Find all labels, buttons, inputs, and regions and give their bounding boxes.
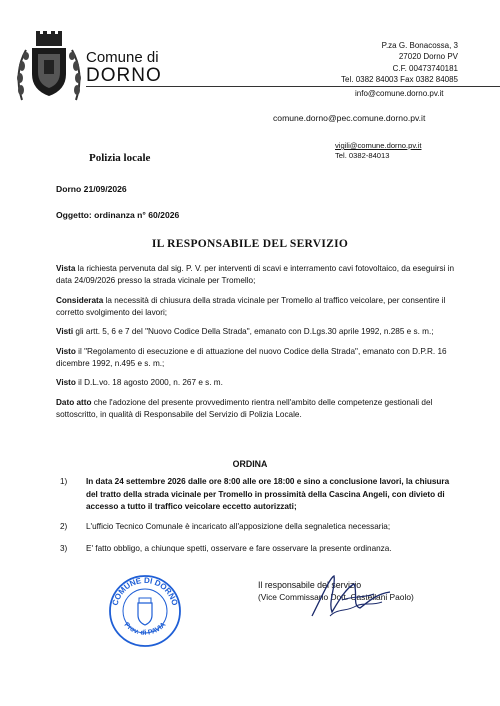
document-heading: IL RESPONSABILE DEL SERVIZIO — [151, 238, 349, 250]
signature-title: Il responsabile del servizio — [258, 580, 362, 590]
preamble-paragraph — [56, 263, 460, 288]
svg-text:COMUNE DI DORNO — [111, 576, 180, 607]
preamble-paragraph — [56, 377, 460, 389]
svg-text:Prov. di PAVIA — [123, 621, 168, 636]
municipal-crest-logo — [14, 30, 84, 102]
preamble-lead: Considerata — [56, 296, 104, 305]
address-line: C.F. 00473740181 — [392, 63, 458, 73]
address-line: P.za G. Bonacossa, 3 — [381, 41, 458, 50]
municipal-stamp — [105, 569, 185, 649]
preamble-paragraph — [56, 346, 460, 371]
order-text: E' fatto obbligo, a chiunque spetti, osservare e fare osservare la presente ordinanza. — [86, 544, 392, 553]
vigili-phone: Tel. 0382-84013 — [335, 150, 390, 160]
order-number: 2) — [60, 522, 68, 531]
preamble-text: la richiesta pervenuta dal sig. P. V. per interventi di scavi e interramento cavi fotovoltaico, da eseguirsi in data 24/09/2026 presso la strada vicinale per Tromello; — [56, 264, 455, 286]
preamble-paragraph — [56, 295, 460, 320]
vigili-email[interactable]: vigili@comune.dorno.pv.it — [335, 141, 422, 150]
comune-di-label: Comune di — [86, 49, 159, 66]
preamble-paragraph — [56, 326, 460, 338]
pec-email[interactable]: comune.dorno@pec.comune.dorno.pv.it — [273, 113, 426, 123]
preamble-lead: Visto — [56, 378, 76, 387]
subject-line: Oggetto: ordinanza n° 60/2026 — [56, 210, 180, 220]
preamble-lead: Visto — [56, 347, 76, 356]
preamble-paragraph — [56, 397, 460, 422]
address-block — [341, 40, 458, 86]
header-divider — [86, 86, 500, 87]
handwritten-signature — [272, 572, 422, 622]
stamp-top-text: COMUNE DI DORNO — [110, 575, 180, 607]
preamble-text: che l'adozione del presente provvedimento rientra nell'ambito delle competenze gestionali del sottoscritto, in qualità di Responsabile del Servizio di Polizia Locale. — [56, 398, 433, 420]
order-item — [60, 521, 460, 534]
ordina-title: ORDINA — [232, 459, 268, 469]
preamble-text: il D.L.vo. 18 agosto 2000, n. 267 e s. m. — [75, 378, 223, 387]
office-name: Polizia locale — [89, 152, 151, 164]
signatory-name: (Vice Commissario Dott. Castellani Paolo) — [258, 592, 414, 602]
preamble-text: gli artt. 5, 6 e 7 del "Nuovo Codice Della Strada", emanato con D.Lgs.30 aprile 1992, n.285 e s. m.; — [73, 327, 434, 336]
vigili-contact — [335, 141, 422, 160]
order-number: 1) — [60, 477, 68, 486]
town-name: DORNO — [86, 65, 162, 86]
address-line: Tel. 0382 84003 Fax 0382 84085 — [341, 75, 458, 85]
order-text: L'ufficio Tecnico Comunale è incaricato all'apposizione della segnaletica necessaria; — [86, 522, 391, 531]
place-date: Dorno 21/09/2026 — [56, 184, 127, 194]
preamble-text: la necessità di chiusura della strada vicinale per Tromello al traffico veicolare, per consentire il corretto svolgimento dei lavori; — [56, 296, 446, 318]
order-item — [60, 543, 460, 556]
preamble-lead: Visti — [56, 327, 74, 336]
preamble-lead: Vista — [56, 264, 76, 273]
info-email[interactable]: info@comune.dorno.pv.it — [355, 89, 444, 98]
stamp-bottom-text: Prov. di PAVIA — [122, 621, 168, 637]
preamble-lead: Dato atto — [56, 398, 92, 407]
order-item — [60, 476, 460, 514]
order-number: 3) — [60, 544, 68, 553]
order-text: In data 24 settembre 2026 dalle ore 8:00 alle ore 18:00 e sino a conclusione lavori, la chiusura del tratto della strada vicinale per Tromello in prossimità della Cascina Angeli, con divieto di accesso a tutto il traffico veicolare eccetto autorizzati; — [86, 477, 450, 512]
address-line: 27020 Dorno PV — [398, 52, 458, 62]
preamble-text: il "Regolamento di esecuzione e di attuazione del nuovo Codice della Strada", emanato con D.P.R. 16 dicembre 1992, n.495 e s. m.; — [56, 347, 447, 369]
